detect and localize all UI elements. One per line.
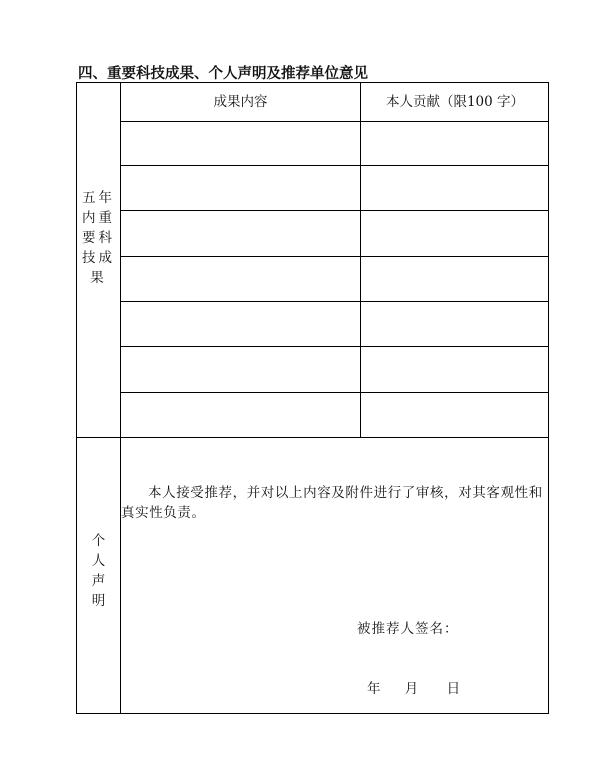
- date-month-label: 月: [404, 681, 420, 697]
- contribution-cell[interactable]: [361, 347, 549, 392]
- achievements-row-label: [77, 188, 120, 288]
- achievements-label-line: 技成: [82, 250, 115, 266]
- content-cell[interactable]: [121, 302, 360, 346]
- contribution-cell[interactable]: [361, 166, 549, 210]
- contribution-cell[interactable]: [361, 122, 549, 165]
- achievements-declaration-form: [76, 82, 549, 714]
- declaration-label-char: 人: [91, 553, 106, 569]
- contribution-cell[interactable]: [361, 393, 549, 437]
- achievements-label-line: 内重: [82, 210, 115, 226]
- section-divider: [77, 437, 549, 438]
- content-cell[interactable]: [121, 347, 360, 392]
- content-cell[interactable]: [121, 122, 360, 165]
- content-cell[interactable]: [121, 211, 360, 256]
- achievements-label-line: 果: [90, 270, 107, 286]
- contribution-cell[interactable]: [361, 211, 549, 256]
- declaration-label-char: 声: [91, 573, 106, 589]
- declaration-label-char: 个: [91, 533, 106, 549]
- signature-date: [367, 677, 461, 697]
- content-cell[interactable]: [121, 257, 360, 301]
- contribution-cell[interactable]: [361, 302, 549, 346]
- column-header-contribution: 本人贡献（限100 字）: [385, 94, 525, 110]
- contribution-cell[interactable]: [361, 257, 549, 301]
- content-cell[interactable]: [121, 166, 360, 210]
- declaration-row-label: [77, 531, 120, 611]
- declaration-statement: 本人接受推荐，并对以上内容及附件进行了审核，对其客观性和真实性负责。: [121, 485, 543, 521]
- achievements-label-line: 要科: [82, 230, 115, 246]
- section-title: 四、重要科技成果、个人声明及推荐单位意见: [78, 66, 368, 82]
- declaration-label-char: 明: [91, 593, 106, 609]
- date-day-label: 日: [446, 681, 462, 697]
- signature-field[interactable]: [457, 613, 545, 637]
- signature-label: 被推荐人签名：: [357, 621, 459, 637]
- achievements-label-line: 五年: [82, 190, 115, 206]
- date-year-label: 年: [367, 681, 382, 697]
- content-cell[interactable]: [121, 393, 360, 437]
- column-header-content: 成果内容: [213, 94, 268, 110]
